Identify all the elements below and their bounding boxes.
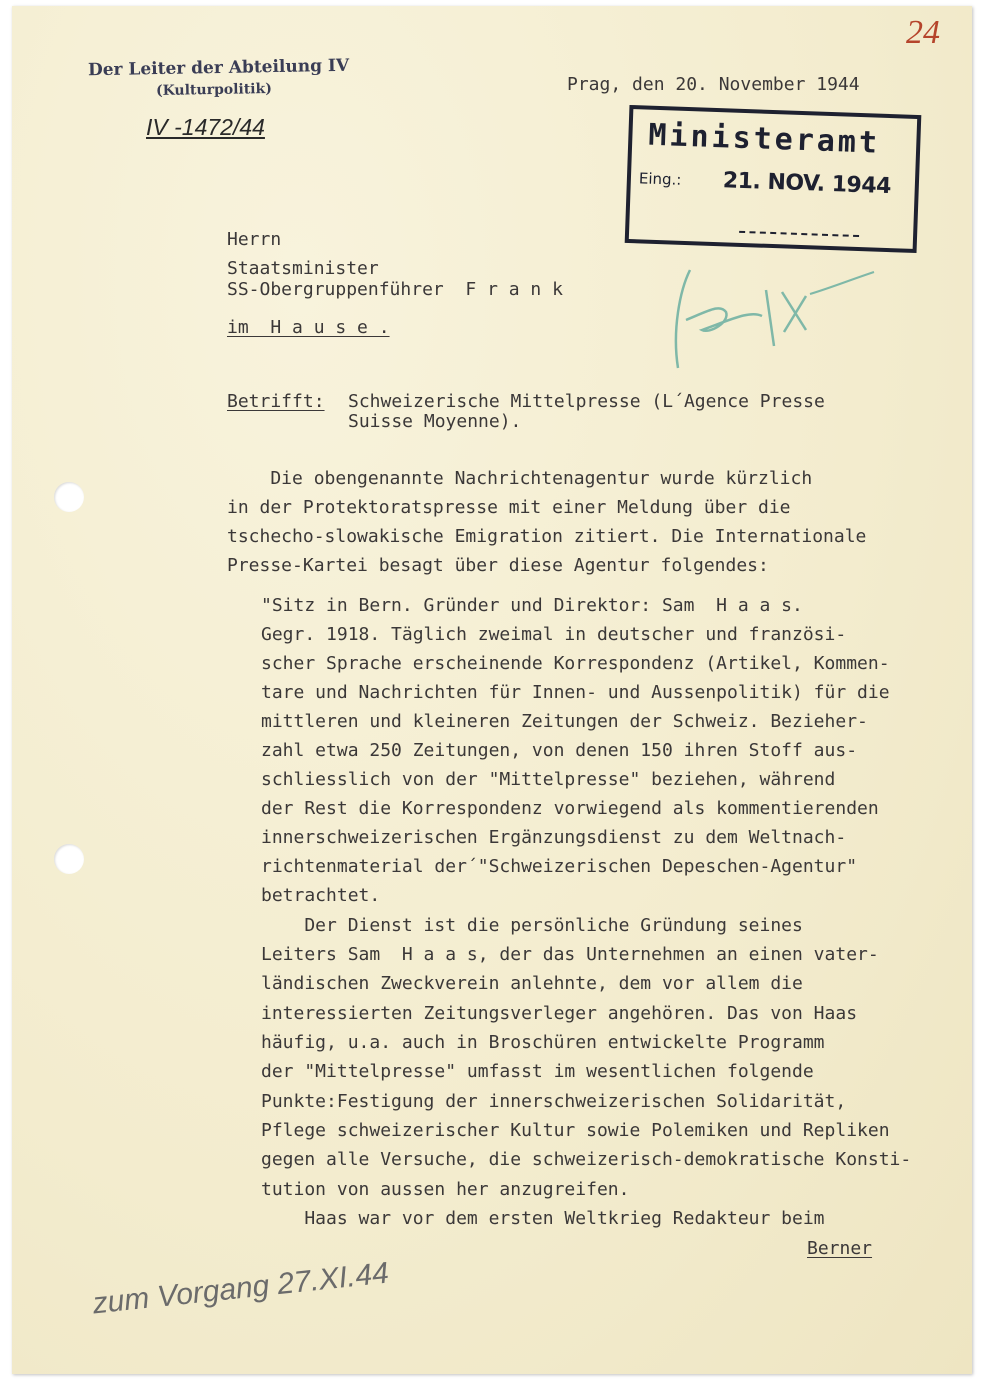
handwritten-note-bottom: zum Vorgang 27.XI.44 — [91, 1256, 391, 1321]
addressee-salutation: Herrn — [227, 229, 282, 250]
subject-label: Betrifft: — [227, 391, 325, 412]
quote-line: gegen alle Versuche, die schweizerisch-demokratische Konsti- — [261, 1149, 912, 1170]
stamp-eing-label: Eing.: — [638, 169, 682, 189]
page-number: 24 — [906, 14, 940, 51]
quote-line: Punkte:Festigung der innerschweizerischen Solidarität, — [261, 1091, 847, 1112]
quote-line: richtenmaterial der´"Schweizerischen Depeschen-Agentur" — [261, 856, 858, 877]
received-stamp — [625, 105, 922, 253]
quote-line: tution von aussen her anzugreifen. — [261, 1179, 630, 1200]
quote-line: häufig, u.a. auch in Broschüren entwickelte Programm — [261, 1032, 825, 1053]
quote-line: Der Dienst ist die persönliche Gründung seines — [261, 915, 803, 936]
stamp-line — [739, 231, 859, 237]
catchword: Berner — [807, 1238, 873, 1259]
quote-line: "Sitz in Bern. Gründer und Direktor: Sam H a a s. — [261, 595, 803, 616]
stamp-title: Ministeramt — [647, 117, 881, 161]
addressee-rank-name: SS-Obergruppenführer F r a n k — [227, 279, 563, 300]
quote-line: der "Mittelpresse" umfasst im wesentlichen folgende — [261, 1061, 814, 1082]
quote-line: schliesslich von der "Mittelpresse" beziehen, während — [261, 769, 836, 790]
quote-line: innerschweizerischen Ergänzungsdienst zu dem Weltnach- — [261, 827, 847, 848]
green-initials-signature — [650, 250, 880, 380]
place-date: Prag, den 20. November 1944 — [567, 74, 860, 95]
subject-line-2: Suisse Moyenne). — [348, 411, 522, 432]
quote-line: betrachtet. — [261, 885, 381, 906]
quote-line: mittleren und kleineren Zeitungen der Schweiz. Bezieher- — [261, 711, 868, 732]
body-line: tschecho-slowakische Emigration zitiert. Die Internationale — [227, 526, 867, 547]
quote-line: scher Sprache erscheinende Korrespondenz (Artikel, Kommen- — [261, 653, 890, 674]
punch-hole-lower — [54, 844, 84, 874]
quote-line: ländischen Zweckverein anlehnte, dem vor allem die — [261, 973, 803, 994]
quote-line: Pflege schweizerischer Kultur sowie Polemiken und Repliken — [261, 1120, 890, 1141]
body-line: Presse-Kartei besagt über diese Agentur folgendes: — [227, 555, 769, 576]
quote-line: Gegr. 1918. Täglich zweimal in deutscher und französi- — [261, 624, 847, 645]
quote-line: interessierten Zeitungsverleger angehören. Das von Haas — [261, 1003, 858, 1024]
body-line: in der Protektoratspresse mit einer Meldung über die — [227, 497, 791, 518]
quote-line: der Rest die Korrespondenz vorwiegend als kommentierenden — [261, 798, 879, 819]
quote-line: Haas war vor dem ersten Weltkrieg Redakteur beim — [261, 1208, 825, 1229]
punch-hole-upper — [54, 482, 84, 512]
quote-line: zahl etwa 250 Zeitungen, von denen 150 ihren Stoff aus- — [261, 740, 858, 761]
stamp-date: 21. NOV. 1944 — [722, 168, 892, 200]
office-line-2: (Kulturpolitik) — [155, 80, 273, 100]
body-line: Die obengenannte Nachrichtenagentur wurde kürzlich — [227, 468, 813, 489]
quote-line: Leiters Sam H a a s, der das Unternehmen an einen vater- — [261, 944, 879, 965]
file-number-handwritten: IV -1472/44 — [146, 114, 265, 140]
addressee-title: Staatsminister — [227, 258, 379, 279]
office-line-1: Der Leiter der Abteilung IV — [87, 55, 350, 81]
subject-line-1: Schweizerische Mittelpresse (L´Agence Presse — [348, 391, 825, 412]
addressee-location: im H a u s e . — [227, 317, 390, 338]
quote-line: tare und Nachrichten für Innen- und Aussenpolitik) für die — [261, 682, 890, 703]
